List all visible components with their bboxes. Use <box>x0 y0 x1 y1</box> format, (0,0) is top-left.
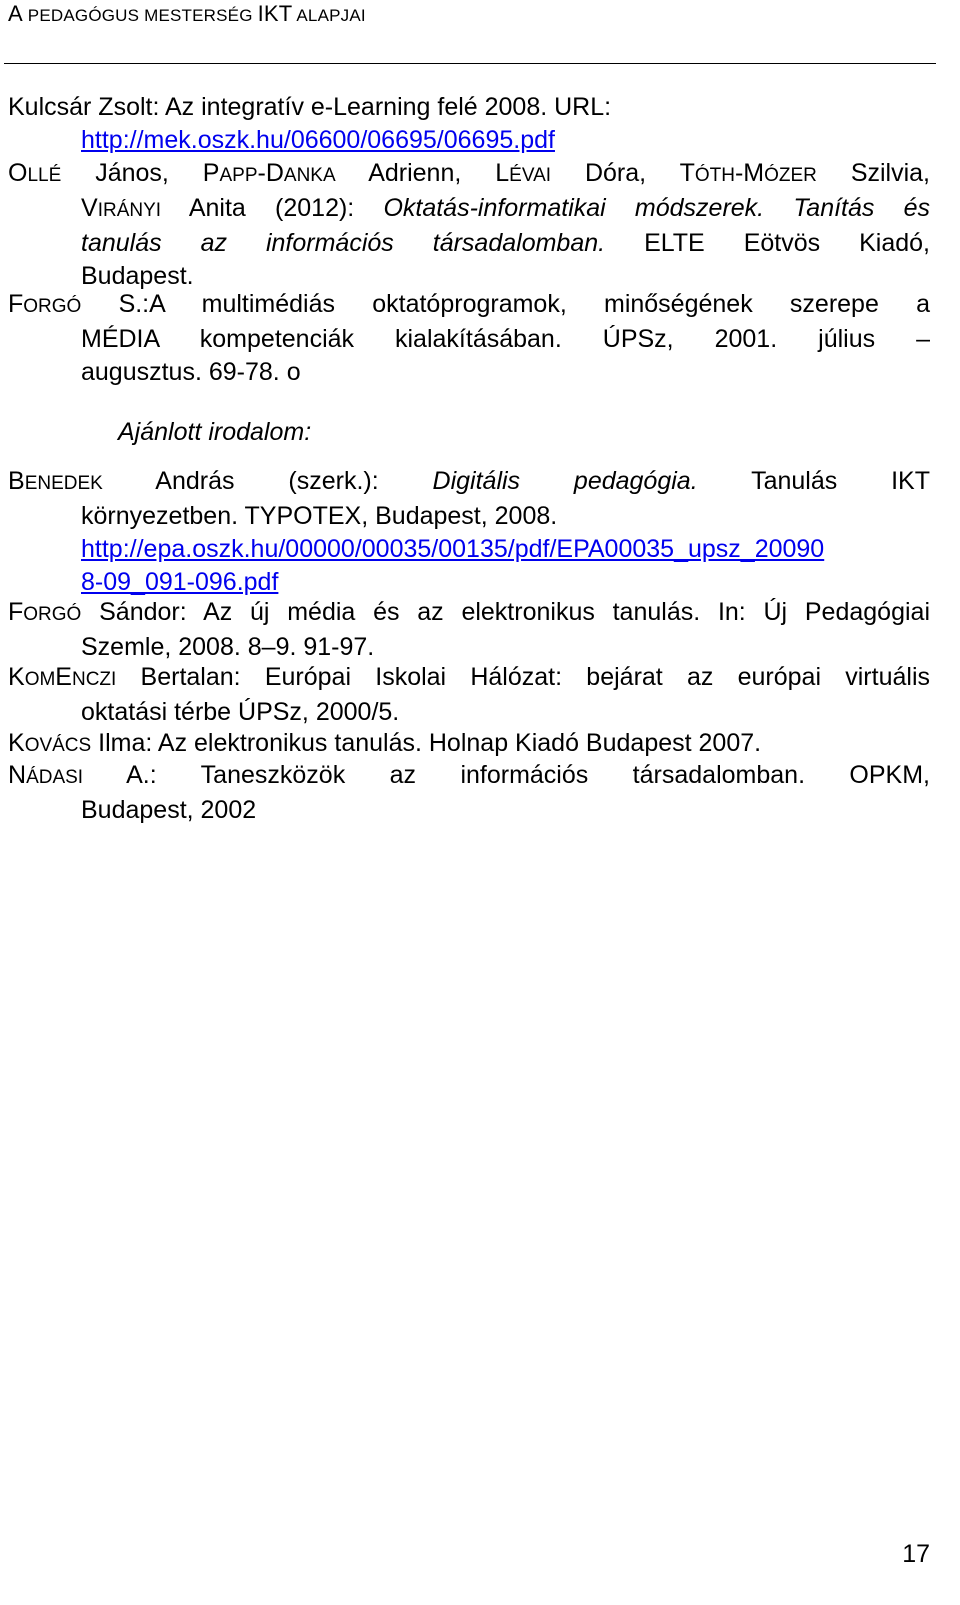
reference-kulcsar <box>8 91 930 157</box>
reference-forgo-2008 <box>8 596 930 664</box>
reference-forgo-2001 <box>8 288 930 389</box>
reference-line: KOVÁCS Ilma: Az elektronikus tanulás. Holnap Kiadó Budapest 2007. <box>8 729 762 757</box>
header-divider <box>4 63 936 64</box>
reference-benedek <box>8 465 930 599</box>
reference-line: OLLÉ János, PAPP-DANKA Adrienn, LÉVAI Dóra, TÓTH-MÓZER Szilvia, <box>8 159 931 187</box>
reference-line: oktatási térbe ÚPSz, 2000/5. <box>81 698 400 726</box>
reference-line: NÁDASI A.: Taneszközök az információs társadalomban. OPKM, <box>8 761 930 789</box>
reference-line: tanulás az információs társadalomban. ELTE Eötvös Kiadó, <box>81 229 930 257</box>
reference-line: MÉDIA kompetenciák kialakításában. ÚPSz, 2001. július – <box>81 325 930 353</box>
reference-link[interactable]: http://mek.oszk.hu/06600/06695/06695.pdf <box>81 126 555 154</box>
header-smallcaps: ALAPJAI <box>292 6 366 25</box>
reference-kovacs <box>8 727 930 762</box>
header-cap: IKT <box>257 1 293 26</box>
reference-line: Budapest. <box>81 262 194 290</box>
page-number: 17 <box>902 1540 930 1568</box>
header-smallcaps: PEDAGÓGUS MESTERSÉG <box>22 6 258 25</box>
reference-text: Kulcsár Zsolt: Az integratív e-Learning felé 2008. URL: <box>8 93 612 121</box>
reference-line: BENEDEK András (szerk.): Digitális pedagógia. Tanulás IKT <box>8 467 930 495</box>
reference-line: KOMENCZI Bertalan: Európai Iskolai Hálózat: bejárat az európai virtuális <box>8 663 930 691</box>
reference-olle <box>8 157 930 293</box>
reference-link[interactable]: http://epa.oszk.hu/00000/00035/00135/pdf/EPA00035_upsz_20090 <box>81 535 825 563</box>
running-header <box>8 0 366 30</box>
reference-line: FORGÓ S.:A multimédiás oktatóprogramok, minőségének szerepe a <box>8 290 930 318</box>
reference-komenczi <box>8 661 930 729</box>
reference-line: VIRÁNYI Anita (2012): Oktatás-informatikai módszerek. Tanítás és <box>81 194 930 222</box>
reference-line: augusztus. 69-78. o <box>81 358 301 386</box>
reference-line: Szemle, 2008. 8–9. 91-97. <box>81 633 375 661</box>
reference-line: FORGÓ Sándor: Az új média és az elektronikus tanulás. In: Új Pedagógiai <box>8 598 930 626</box>
reference-link[interactable]: 8-09_091-096.pdf <box>81 568 279 596</box>
recommended-reading-heading: Ajánlott irodalom: <box>118 418 312 446</box>
header-cap: A <box>8 1 23 26</box>
reference-line: Budapest, 2002 <box>81 796 257 824</box>
reference-line: környezetben. TYPOTEX, Budapest, 2008. <box>81 502 558 530</box>
reference-nadasi <box>8 759 930 827</box>
